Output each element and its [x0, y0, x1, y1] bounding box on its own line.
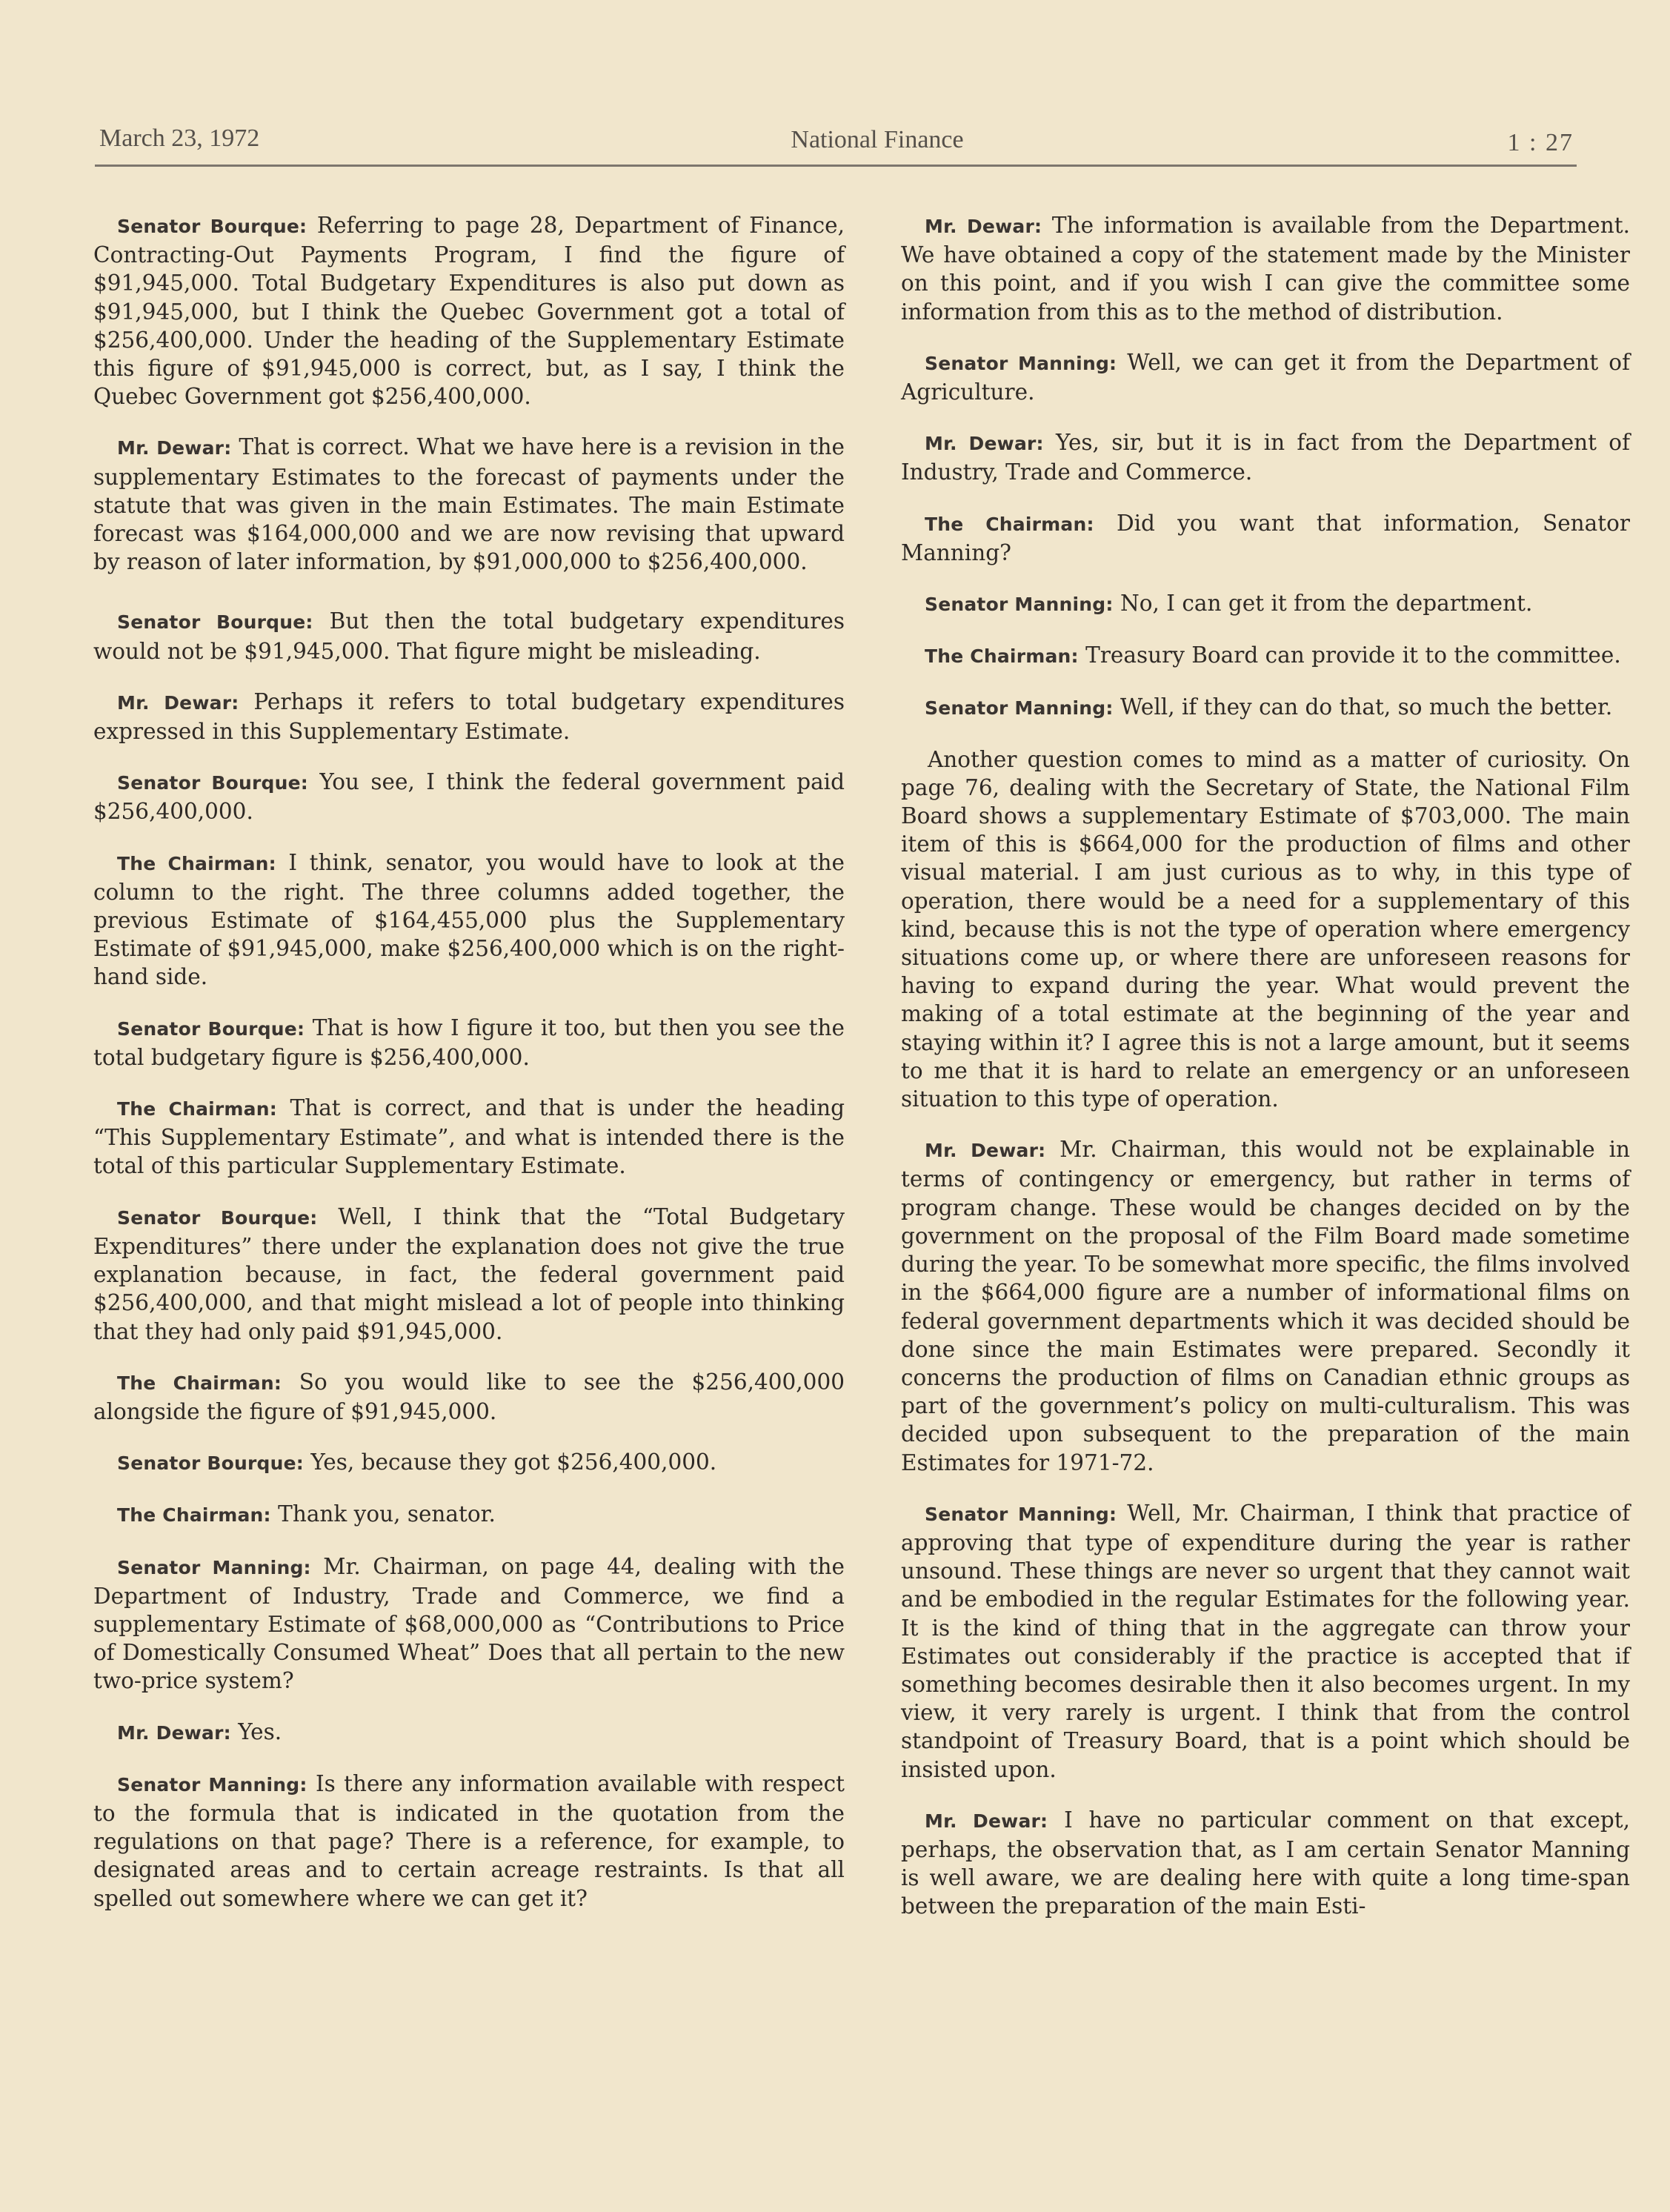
paragraph-text: You see, I think the federal government paid $256,400,000.: [93, 769, 845, 825]
speaker-name: The Chairman:: [117, 852, 276, 874]
transcript-paragraph: [93, 1770, 845, 1913]
speaker-name: The Chairman:: [117, 1372, 282, 1394]
speaker-name: The Chairman:: [925, 645, 1079, 668]
transcript-paragraph: [93, 1203, 845, 1346]
paragraph-text: Yes, because they got $256,400,000.: [310, 1449, 717, 1475]
transcript-paragraph: [901, 1135, 1630, 1476]
speaker-name: Mr. Dewar:: [925, 433, 1044, 455]
speaker-name: Senator Manning:: [925, 594, 1114, 616]
paragraph-text: Mr. Chairman, this would not be explainable in terms of contingency or emergency, but rather in terms of program change. These would be changes decided on by the government on the proposal of the Film Board made sometime during the year. To be somewhat more specific, the films involved in the $664,000 figure are a number of informational films on federal government departments which it was decided should be done since the main Estimates were prepared. Secondly it concerns the production of films on Canadian ethnic groups as part of the government’s policy on multi-culturalism. This was decided upon subsequent to the preparation of the main Estimates for 1971-72.: [901, 1137, 1631, 1475]
speaker-name: Senator Manning:: [925, 352, 1117, 374]
transcript-paragraph: [93, 1500, 845, 1530]
transcript-paragraph: [901, 745, 1630, 1114]
transcript-paragraph: [93, 211, 845, 411]
transcript-paragraph: [901, 509, 1630, 567]
speaker-name: Mr. Dewar:: [117, 437, 232, 459]
transcript-paragraph: [93, 1094, 845, 1180]
speaker-name: Senator Bourque:: [117, 1452, 304, 1475]
paragraph-text: I have no particular comment on that except, perhaps, the observation that, as I am certain Senator Manning is well aware, we are dealing here with quite a long time-span between the preparation of the main Esti-: [901, 1807, 1631, 1919]
paragraph-text: Referring to page 28, Department of Finance, Contracting-Out Payments Program, I find the figure of $91,945,000. Total Budgetary Expenditures is also put down as $91,945,000, but I think the Quebec Government got a total of $256,400,000. Under the heading of the Supplementary Estimate this figure of $91,945,000 is correct, but, as I say, I think the Quebec Government got $256,400,000.: [93, 213, 845, 410]
transcript-paragraph: [93, 607, 845, 665]
transcript-paragraph: [93, 433, 845, 576]
speaker-name: Mr. Dewar:: [117, 691, 239, 714]
paragraph-text: Another question comes to mind as a matter of curiosity. On page 76, dealing with the Secretary of State, the National Film Board shows a supplementary Estimate of $703,000. The main item of this is $664,000 for the production of films and other visual material. I am just curious as to why, in this type of operation, there would be a need for a supplementary of this kind, because this is not the type of operation where emergency situations come up, or where there are unforeseen reasons for having to expand during the year. What would prevent the making of a total estimate at the beginning of the year and staying within it? I agree this is not a large amount, but it seems to me that it is hard to relate an emergency or an unforeseen situation to this type of operation.: [901, 746, 1630, 1112]
paragraph-text: Is there any information available with respect to the formula that is indicated in the quotation from the regulations on that page? There is a reference, for example, to designated areas and to certain acreage restraints. Is that all spelled out somewhere where we can get it?: [93, 1770, 845, 1911]
left-column: [93, 211, 845, 1935]
header-date: March 23, 1972: [99, 124, 260, 152]
speaker-name: Senator Bourque:: [117, 1017, 305, 1040]
paragraph-text: Mr. Chairman, on page 44, dealing with the Department of Industry, Trade and Commerce, we find a supplementary Estimate of $68,000,000 as “Contributions to Price of Domestically Consumed Wheat” Does that all pertain to the new two-price system?: [93, 1553, 845, 1694]
paragraph-text: That is correct. What we have here is a revision in the supplementary Estimates to the forecast of payments under the statute that was given in the main Estimates. The main Estimate forecast was $164,000,000 and we are now revising that upward by reason of later information, by $91,000,000 to $256,400,000.: [93, 434, 845, 575]
header-journal-title: National Finance: [791, 126, 964, 153]
paragraph-text: Well, I think that the “Total Budgetary Expenditures” there under the explanation does not give the true explanation because, in fact, the federal government paid $256,400,000, and that might mislead a lot of people into thinking that they had only paid $91,945,000.: [93, 1203, 845, 1344]
transcript-paragraph: [93, 848, 845, 992]
paragraph-text: Perhaps it refers to total budgetary expenditures expressed in this Supplementary Estimate.: [93, 688, 845, 745]
speaker-name: Mr. Dewar:: [925, 1140, 1046, 1162]
transcript-paragraph: [901, 693, 1630, 723]
transcript-paragraph: [93, 1718, 845, 1747]
right-column: [901, 211, 1630, 1943]
speaker-name: Mr. Dewar:: [925, 216, 1042, 237]
speaker-name: Senator Bourque:: [117, 216, 307, 237]
speaker-name: The Chairman:: [117, 1098, 277, 1120]
transcript-paragraph: [93, 1014, 845, 1072]
paragraph-text: No, I can get it from the department.: [1120, 591, 1533, 617]
paragraph-text: That is correct, and that is under the heading “This Supplementary Estimate”, and what is intended there is the total of this particular Supplementary Estimate.: [93, 1095, 845, 1179]
header-page-number: 1 : 27: [1507, 129, 1574, 156]
transcript-paragraph: [901, 428, 1630, 486]
transcript-paragraph: [901, 1499, 1630, 1784]
paragraph-text: Well, Mr. Chairman, I think that practice of approving that type of expenditure during the year is rather unsound. These things are never so urgent that they cannot wait and be embodied in the regular Estimates for the following year. It is the kind of thing that in the aggregate can throw your Estimates out considerably if the practice is accepted that if something becomes desirable then it also becomes urgent. In my view, it very rarely is urgent. I think that from the control standpoint of Treasury Board, that is a point which should be insisted upon.: [901, 1500, 1631, 1782]
paragraph-text: Yes.: [238, 1718, 282, 1744]
transcript-paragraph: [93, 688, 845, 745]
speaker-name: Senator Manning:: [117, 1556, 311, 1578]
speaker-name: Senator Bourque:: [117, 1206, 318, 1229]
transcript-paragraph: [901, 211, 1630, 326]
speaker-name: Mr. Dewar:: [925, 1810, 1048, 1832]
running-header: [99, 119, 1574, 163]
paragraph-text: Thank you, senator.: [278, 1501, 496, 1527]
paragraph-text: But then the total budgetary expenditures would not be $91,945,000. That figure might be misleading.: [93, 608, 845, 664]
speaker-name: The Chairman:: [925, 513, 1094, 535]
transcript-paragraph: [901, 589, 1630, 619]
speaker-name: Senator Manning:: [925, 1503, 1117, 1525]
transcript-paragraph: [901, 348, 1630, 406]
paragraph-text: Well, we can get it from the Department of Agriculture.: [901, 349, 1630, 405]
paragraph-text: So you would like to see the $256,400,000 alongside the figure of $91,945,000.: [93, 1369, 845, 1424]
speaker-name: The Chairman:: [117, 1504, 271, 1527]
speaker-name: Senator Manning:: [117, 1773, 307, 1796]
paragraph-text: I think, senator, you would have to look at the column to the right. The three columns added together, the previous Estimate of $164,455,000 plus the Supplementary Estimate of $91,945,000, make $256,400,000 which is on the right-hand side.: [93, 849, 845, 990]
speaker-name: Senator Bourque:: [117, 772, 308, 794]
header-rule: [95, 165, 1577, 167]
paragraph-text: Treasury Board can provide it to the committee.: [1085, 642, 1621, 668]
paragraph-text: Did you want that information, Senator Manning?: [901, 510, 1630, 565]
transcript-paragraph: [93, 768, 845, 826]
paragraph-text: Well, if they can do that, so much the better.: [1120, 694, 1613, 720]
transcript-paragraph: [93, 1552, 845, 1695]
transcript-paragraph: [93, 1368, 845, 1426]
speaker-name: Senator Manning:: [925, 697, 1114, 720]
paragraph-text: That is how I figure it too, but then you see the total budgetary figure is $256,400,000.: [93, 1014, 845, 1070]
transcript-paragraph: [93, 1448, 845, 1478]
paragraph-text: The information is available from the Department. We have obtained a copy of the statement made by the Minister on this point, and if you wish I can give the committee some information from this as to the method of distribution.: [901, 213, 1630, 325]
speaker-name: Mr. Dewar:: [117, 1721, 231, 1744]
speaker-name: Senator Bourque:: [117, 611, 313, 634]
transcript-paragraph: [901, 1806, 1630, 1921]
paragraph-text: Yes, sir, but it is in fact from the Department of Industry, Trade and Commerce.: [901, 430, 1630, 485]
transcript-paragraph: [901, 641, 1630, 671]
